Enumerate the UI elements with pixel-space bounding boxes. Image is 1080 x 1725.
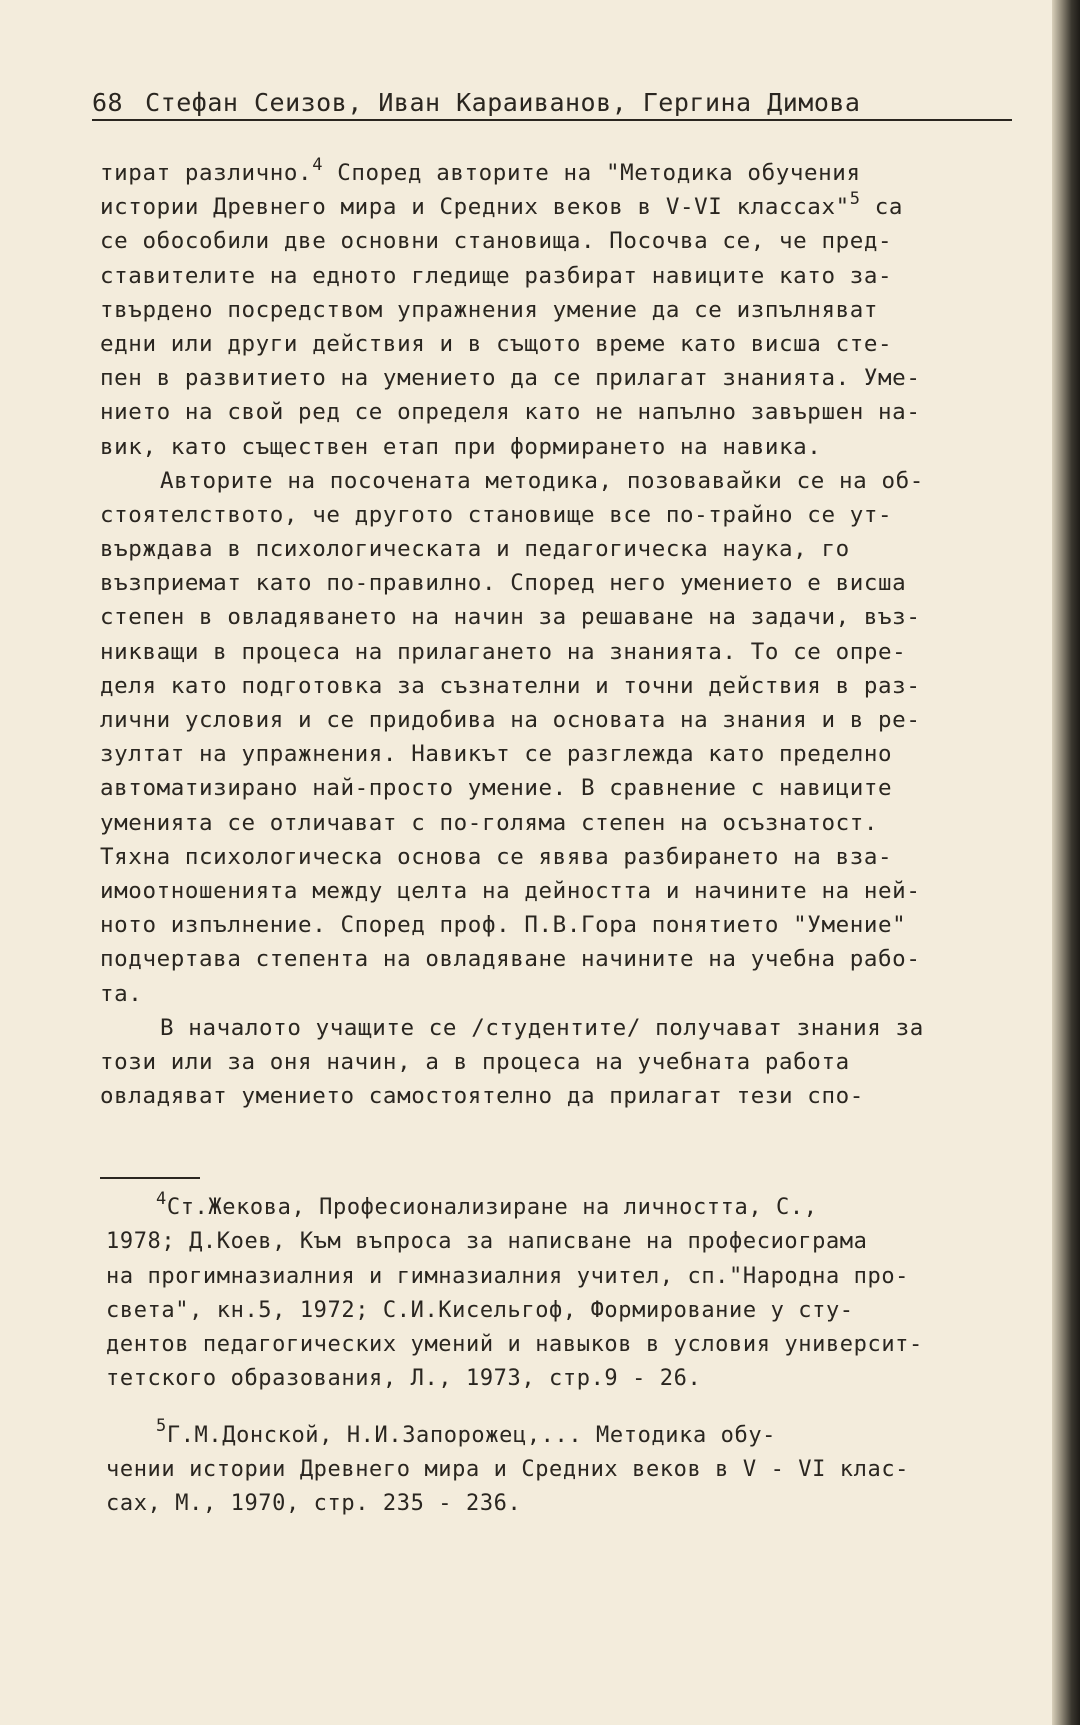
body-line [100,1045,1035,1079]
body-line-text: едни или други действия и в същото време като висша сте- [100,330,893,357]
body-line-text-cont: са [860,194,904,221]
body-line [100,977,1035,1011]
body-line [100,635,1035,669]
body-line [100,1011,1035,1045]
body-line [100,874,1035,908]
footnote-marker: 5 [156,1416,167,1437]
body-line-text: никващи в процеса на прилагането на знанията. То се опре- [100,638,907,665]
body-line [100,464,1035,498]
body-line [100,1079,1035,1113]
body-line [100,600,1035,634]
footnote-reference: 4 [312,154,324,175]
body-line-text: твърдено посредством упражнения умение да се изпълняват [100,296,879,323]
body-line [100,737,1035,771]
body-line-text: Тяхна психологическа основа се явява разбирането на вза- [100,843,893,870]
body-line [100,327,1035,361]
body-line-text: деля като подготовка за съзнателни и точни действия в раз- [100,672,921,699]
footnotes [106,1188,1034,1522]
body-line [100,430,1035,464]
body-line-text: подчертава степента на овладяване начините на учебна рабо- [100,946,921,973]
footnote-rule [100,1177,200,1179]
footnote-text: Ст.Жекова, Професионализиране на личността, С., [166,1195,818,1220]
body-line [100,566,1035,600]
body-line-text: автоматизирано най-просто умение. В сравнение с навиците [100,775,893,802]
body-line [100,498,1035,532]
body-line [100,532,1035,566]
footnote-text: 1978; Д.Коев, Към въпроса за написване на професиограма [106,1229,868,1255]
footnote-line [106,1487,1034,1521]
body-line [100,703,1035,737]
body-line-text: истории Древнего мира и Средних веков в V-VI классах" [100,194,850,221]
body-line-text: ното изпълнение. Според проф. П.В.Гора понятието "Умение" [100,912,907,939]
footnote-line [106,1225,1034,1259]
body-line [100,361,1035,395]
running-head-authors: Стефан Сеизов, Иван Караиванов, Гергина Димова [145,88,861,117]
footnote-line [106,1362,1034,1396]
body-line-text: този или за оня начин, а в процеса на учебната работа [100,1048,850,1075]
body-line-text: възприемат като по-правилно. Според него умението е висша [100,570,907,597]
body-line-text: овладяват умението самостоятелно да прилагат тези спо- [100,1083,864,1110]
body-line [100,224,1035,258]
page-number: 68 [92,88,124,117]
body-line-text: уменията се отличават с по-голяма степен на осъзнатост. [100,809,879,836]
footnote-text: тетского образования, Л., 1973, стр.9 - 26. [106,1366,702,1392]
body-line [100,395,1035,429]
footnote-line [106,1260,1034,1294]
body-line-text: се обособили две основни становища. Посочва се, че пред- [100,228,893,255]
body-line-text: имоотношенията между целта на дейността и начините на ней- [100,877,921,904]
body-line [100,771,1035,805]
footnote-text: на прогимназиалния и гимназиалния учител, сп."Народна про- [106,1263,910,1289]
footnote-line [106,1188,1034,1225]
footnote-text: света", кн.5, 1972; С.И.Кисельгоф, Формирование у сту- [106,1297,854,1323]
body-line [100,942,1035,976]
body-line-text: вик, като съществен етап при формирането на навика. [100,433,822,460]
page-edge-shadow [1052,0,1080,1725]
body-line-text: нието на свой ред се определя като не напълно завършен на- [100,399,921,426]
body-line-text: пен в развитието на умението да се прилагат знанията. Уме- [100,365,921,392]
body-line-text: ставителите на едното гледище разбират навиците като за- [100,262,893,289]
body-line [100,293,1035,327]
body-line-text: лични условия и се придобива на основата на знания и в ре- [100,707,921,733]
body-line-text-cont: Според авторите на "Методика обучения [323,160,861,186]
footnote-marker: 4 [156,1188,167,1209]
body-line-text: върждава в психологическата и педагогическа наука, го [100,536,850,563]
footnote-line [106,1453,1034,1487]
body-line [100,908,1035,942]
body-line-text: стоятелството, че другото становище все по-трайно се ут- [100,501,893,528]
body-line-text: степен в овладяването на начин за решаване на задачи, въз- [100,604,921,631]
footnote-text: сах, М., 1970, стр. 235 - 236. [106,1491,522,1517]
body-line [100,259,1035,293]
body-line [100,156,1035,190]
body-line [100,190,1035,224]
footnote-line [106,1294,1034,1328]
body-line [100,669,1035,703]
footnote-line [106,1416,1034,1453]
body-text [100,156,1035,1113]
body-line-text: тират различно. [100,160,313,186]
running-head [92,88,1012,121]
body-line-text: зултат на упражнения. Навикът се разглежда като пределно [100,741,893,768]
body-line-text: Авторите на посочената методика, позовавайки се на об- [160,467,924,494]
footnote-text: Г.М.Донской, Н.И.Запорожец,... Методика обу- [166,1422,777,1448]
body-line [100,806,1035,840]
footnote-reference: 5 [849,188,861,209]
body-line-text: та. [100,980,143,1007]
body-line-text: В началото учащите се /студентите/ получават знания за [160,1014,924,1041]
body-line [100,840,1035,874]
footnote-line [106,1328,1034,1362]
footnote-text: чении истории Древнего мира и Средних веков в V - VI клас- [106,1457,910,1483]
footnote-text: дентов педагогических умений и навыков в условия университ- [106,1332,923,1358]
